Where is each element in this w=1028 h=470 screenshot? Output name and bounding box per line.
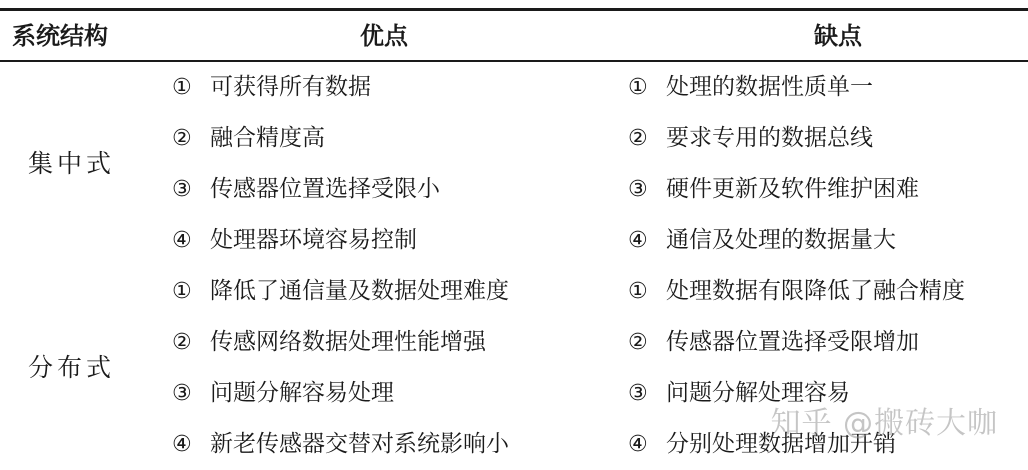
watermark: 知乎 @搬砖大咖 <box>770 406 998 441</box>
item-number: ② <box>172 330 192 355</box>
group-centralized <box>0 62 1028 266</box>
item-text: 处理器环境容易控制 <box>210 227 417 253</box>
pro-item <box>172 317 486 368</box>
item-text: 硬件更新及软件维护困难 <box>666 176 919 202</box>
header-cons: 缺点 <box>814 22 862 50</box>
item-number: ③ <box>172 381 192 406</box>
item-text: 传感网络数据处理性能增强 <box>210 329 486 355</box>
item-number: ① <box>172 75 192 100</box>
item-text: 问题分解处理容易 <box>666 380 850 406</box>
item-number: ① <box>172 279 192 304</box>
item-number: ① <box>628 279 648 304</box>
con-item <box>628 266 965 317</box>
item-number: ③ <box>172 177 192 202</box>
pro-item <box>172 266 509 317</box>
pro-item <box>172 215 417 266</box>
item-number: ① <box>628 75 648 100</box>
con-item <box>628 164 919 215</box>
item-number: ④ <box>172 432 192 457</box>
item-text: 问题分解容易处理 <box>210 380 394 406</box>
con-item <box>628 113 873 164</box>
item-number: ④ <box>628 228 648 253</box>
header-structure: 系统结构 <box>12 22 108 50</box>
con-item <box>628 62 873 113</box>
con-item <box>628 317 919 368</box>
pro-item <box>172 113 325 164</box>
pro-item <box>172 368 394 419</box>
item-number: ② <box>172 126 192 151</box>
item-text: 降低了通信量及数据处理难度 <box>210 278 509 304</box>
item-number: ③ <box>628 381 648 406</box>
item-text: 融合精度高 <box>210 125 325 151</box>
pro-item <box>172 419 509 470</box>
table-top-rule <box>0 8 1028 11</box>
item-number: ④ <box>628 432 648 457</box>
item-text: 可获得所有数据 <box>210 74 371 100</box>
item-text: 要求专用的数据总线 <box>666 125 873 151</box>
item-text: 通信及处理的数据量大 <box>666 227 896 253</box>
group-label: 集中式 <box>28 149 116 178</box>
item-text: 传感器位置选择受限增加 <box>666 329 919 355</box>
con-item <box>628 215 896 266</box>
item-text: 传感器位置选择受限小 <box>210 176 440 202</box>
pro-item <box>172 62 371 113</box>
pro-item <box>172 164 440 215</box>
item-number: ② <box>628 126 648 151</box>
item-number: ③ <box>628 177 648 202</box>
item-number: ② <box>628 330 648 355</box>
item-text: 处理的数据性质单一 <box>666 74 873 100</box>
header-pros: 优点 <box>360 22 408 50</box>
item-text: 分别处理数据增加开销 <box>666 431 896 457</box>
table-header-row <box>0 16 1028 56</box>
group-label: 分布式 <box>28 353 116 382</box>
item-text: 处理数据有限降低了融合精度 <box>666 278 965 304</box>
item-text: 新老传感器交替对系统影响小 <box>210 431 509 457</box>
item-number: ④ <box>172 228 192 253</box>
